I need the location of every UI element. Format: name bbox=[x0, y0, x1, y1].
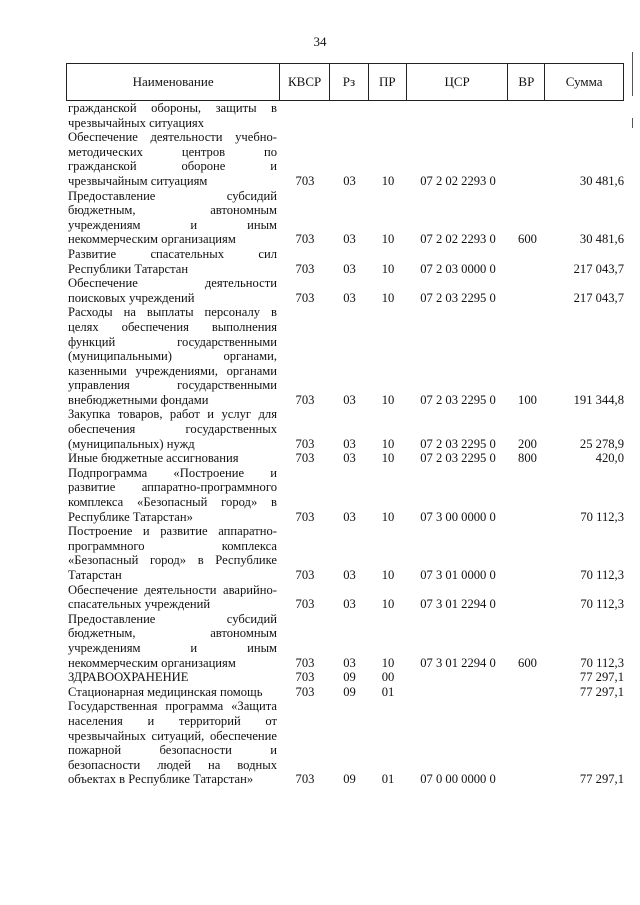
cell-rz: 03 bbox=[343, 597, 356, 612]
cell-name-line: гражданской обороны, защиты в bbox=[68, 101, 277, 115]
cell-name-line: развитие аппаратно-программного bbox=[68, 480, 277, 495]
scan-edge-mark bbox=[632, 52, 633, 96]
cell-name-line: Обеспечение деятельности аварийно- bbox=[68, 582, 277, 597]
cell-vr: 600 bbox=[518, 655, 537, 670]
cell-name-line: Стационарная медицинская помощь bbox=[68, 684, 263, 699]
cell-name-line: функций государственными bbox=[68, 334, 277, 349]
cell-csr: 07 3 01 0000 0 bbox=[420, 568, 496, 582]
cell-name bbox=[68, 524, 280, 582]
cell-kvsr: 703 bbox=[295, 568, 315, 582]
cell-rz: 03 bbox=[343, 509, 356, 524]
cell-pr: 10 bbox=[381, 568, 395, 582]
cell-name bbox=[68, 407, 280, 451]
cell-kvsr: 703 bbox=[295, 772, 315, 787]
cell-name-line: комплекса «Безопасный город» в bbox=[68, 495, 277, 510]
cell-name-line: Закупка товаров, работ и услуг для bbox=[68, 407, 277, 422]
cell-name-line: Республике Татарстан» bbox=[68, 509, 193, 524]
table-row bbox=[68, 685, 624, 700]
cell-name-line: спасательных учреждений bbox=[68, 597, 211, 612]
cell-sum: 70 112,3 bbox=[580, 655, 624, 670]
cell-name-line: чрезвычайных ситуациях bbox=[68, 115, 205, 130]
cell-csr: 07 2 03 0000 0 bbox=[420, 261, 496, 276]
table-row bbox=[68, 305, 624, 407]
table-row bbox=[68, 247, 624, 276]
cell-name-line: гражданской обороне и bbox=[68, 159, 277, 174]
cell-csr: 07 3 00 0000 0 bbox=[420, 509, 496, 524]
scan-edge-mark bbox=[632, 118, 633, 128]
cell-name-line: бюджетным, автономным bbox=[68, 203, 277, 218]
header-kvsr: КВСР bbox=[280, 64, 330, 100]
cell-pr: 10 bbox=[381, 451, 395, 466]
cell-rz: 03 bbox=[343, 261, 356, 276]
cell-kvsr: 703 bbox=[295, 597, 315, 612]
cell-csr: 07 0 00 0000 0 bbox=[420, 772, 496, 787]
cell-csr: 07 3 01 2294 0 bbox=[420, 655, 496, 670]
cell-vr: 800 bbox=[518, 451, 537, 466]
cell-kvsr: 703 bbox=[295, 655, 315, 670]
cell-rz: 03 bbox=[343, 173, 356, 188]
cell-name bbox=[68, 247, 280, 276]
header-vr: ВР bbox=[508, 64, 545, 100]
cell-kvsr: 703 bbox=[295, 451, 315, 466]
cell-sum: 30 481,6 bbox=[579, 232, 624, 247]
cell-name-line: управления государственными bbox=[68, 378, 277, 393]
header-rz: Рз bbox=[330, 64, 369, 100]
cell-name-line: Предоставление субсидий bbox=[68, 611, 277, 626]
header-name: Наименование bbox=[67, 64, 280, 100]
cell-rz: 09 bbox=[343, 684, 356, 699]
cell-kvsr: 703 bbox=[295, 436, 315, 451]
cell-kvsr: 703 bbox=[295, 670, 315, 685]
cell-name bbox=[68, 305, 280, 407]
cell-rz: 03 bbox=[343, 451, 356, 466]
cell-sum: 217 043,7 bbox=[573, 290, 624, 305]
header-pr: ПР bbox=[369, 64, 407, 100]
cell-name-line: Государственная программа «Защита bbox=[68, 699, 277, 714]
cell-name-line: целях обеспечения выполнения bbox=[68, 319, 277, 334]
cell-name-line: Предоставление субсидий bbox=[68, 188, 277, 203]
cell-name-line: Развитие спасательных сил bbox=[68, 246, 277, 261]
cell-sum: 77 297,1 bbox=[579, 670, 624, 685]
cell-rz: 03 bbox=[343, 655, 356, 670]
cell-name bbox=[68, 685, 280, 700]
cell-name-line: безопасности людей на водных bbox=[68, 757, 277, 772]
header-sum: Сумма bbox=[565, 74, 603, 89]
cell-sum: 191 344,8 bbox=[573, 392, 624, 407]
table-body bbox=[68, 101, 624, 787]
cell-name bbox=[68, 612, 280, 670]
table-row bbox=[68, 130, 624, 188]
cell-name bbox=[68, 130, 280, 188]
cell-name-line: «Безопасный город» в Республике bbox=[68, 553, 277, 568]
cell-sum: 217 043,7 bbox=[573, 261, 624, 276]
cell-kvsr: 703 bbox=[295, 684, 315, 699]
cell-name-line: учреждениям и иным bbox=[68, 217, 277, 232]
cell-kvsr: 703 bbox=[295, 232, 315, 247]
cell-pr: 10 bbox=[381, 655, 395, 670]
cell-csr: 07 2 02 2293 0 bbox=[420, 232, 496, 247]
cell-name-line: объектах в Республике Татарстан» bbox=[68, 772, 254, 787]
cell-name-line: чрезвычайным ситуациям bbox=[68, 173, 208, 188]
cell-name bbox=[68, 451, 280, 466]
cell-csr: 07 2 03 2295 0 bbox=[420, 436, 496, 451]
cell-pr: 10 bbox=[381, 392, 395, 407]
cell-csr: 07 2 02 2293 0 bbox=[420, 173, 496, 188]
cell-kvsr: 703 bbox=[295, 261, 315, 276]
cell-name-line: (муниципальных) нужд bbox=[68, 436, 195, 451]
table-row bbox=[68, 407, 624, 451]
table-row bbox=[68, 466, 624, 524]
cell-name-line: программного комплекса bbox=[68, 538, 277, 553]
cell-rz: 09 bbox=[343, 670, 356, 685]
cell-pr: 10 bbox=[381, 173, 395, 188]
cell-name-line: Подпрограмма «Построение и bbox=[68, 465, 277, 480]
cell-name-line: методических центров по bbox=[68, 144, 277, 159]
cell-sum: 77 297,1 bbox=[579, 684, 624, 699]
table-row bbox=[68, 524, 624, 582]
table-header bbox=[66, 63, 624, 101]
cell-rz: 03 bbox=[343, 232, 356, 247]
cell-name-line: (муниципальными) органами, bbox=[68, 349, 277, 364]
cell-name-line: Обеспечение деятельности учебно- bbox=[68, 130, 277, 145]
cell-pr: 01 bbox=[381, 772, 395, 787]
cell-name-line: некоммерческим организациям bbox=[68, 655, 236, 670]
cell-sum: 25 278,9 bbox=[579, 436, 624, 451]
header-csr: ЦСР bbox=[407, 64, 509, 100]
table-row bbox=[68, 699, 624, 787]
cell-csr: 07 2 03 2295 0 bbox=[420, 451, 496, 466]
cell-name-line: внебюджетными фондами bbox=[68, 392, 209, 407]
cell-pr: 01 bbox=[381, 684, 395, 699]
cell-name-line: некоммерческим организациям bbox=[68, 232, 236, 247]
cell-name bbox=[68, 101, 280, 130]
cell-name bbox=[68, 699, 280, 787]
cell-name bbox=[68, 670, 280, 685]
cell-pr: 10 bbox=[381, 509, 395, 524]
cell-vr: 200 bbox=[518, 436, 537, 451]
cell-name-line: населения и территорий от bbox=[68, 713, 277, 728]
cell-name-line: Татарстан bbox=[68, 568, 122, 582]
cell-sum: 70 112,3 bbox=[580, 509, 624, 524]
cell-csr: 07 2 03 2295 0 bbox=[420, 392, 496, 407]
cell-rz: 03 bbox=[343, 436, 356, 451]
cell-name-line: Обеспечение деятельности bbox=[68, 276, 277, 291]
cell-csr: 07 3 01 2294 0 bbox=[420, 597, 496, 612]
cell-name-line: поисковых учреждений bbox=[68, 290, 195, 305]
cell-pr: 10 bbox=[381, 597, 395, 612]
cell-rz: 03 bbox=[343, 392, 356, 407]
cell-name-line: чрезвычайных ситуаций, обеспечение bbox=[68, 728, 277, 743]
cell-name-line: пожарной безопасности и bbox=[68, 743, 277, 758]
cell-rz: 03 bbox=[343, 290, 356, 305]
cell-name bbox=[68, 189, 280, 247]
cell-rz: 09 bbox=[343, 772, 356, 787]
cell-name-line: ЗДРАВООХРАНЕНИЕ bbox=[68, 670, 189, 685]
cell-name-line: обеспечения государственных bbox=[68, 422, 277, 437]
cell-name bbox=[68, 276, 280, 305]
cell-name bbox=[68, 583, 280, 612]
table-row bbox=[68, 451, 624, 466]
cell-sum: 77 297,1 bbox=[579, 772, 624, 787]
cell-name bbox=[68, 466, 280, 524]
table-row bbox=[68, 189, 624, 247]
cell-name-line: Иные бюджетные ассигнования bbox=[68, 451, 239, 466]
cell-name-line: казенными учреждениями, органами bbox=[68, 363, 277, 378]
cell-pr: 00 bbox=[381, 670, 395, 685]
cell-csr: 07 2 03 2295 0 bbox=[420, 290, 496, 305]
table-row bbox=[68, 276, 624, 305]
cell-name-line: бюджетным, автономным bbox=[68, 626, 277, 641]
cell-rz: 03 bbox=[343, 568, 356, 582]
cell-name-line: Расходы на выплаты персоналу в bbox=[68, 305, 277, 320]
table-row bbox=[68, 612, 624, 670]
cell-name-line: Построение и развитие аппаратно- bbox=[68, 524, 277, 539]
page-number: 34 bbox=[313, 34, 327, 49]
table-row bbox=[68, 670, 624, 685]
cell-pr: 10 bbox=[381, 232, 395, 247]
table-row bbox=[68, 583, 624, 612]
cell-pr: 10 bbox=[381, 261, 395, 276]
cell-sum: 70 112,3 bbox=[580, 597, 624, 612]
cell-vr: 100 bbox=[518, 392, 537, 407]
cell-name-line: Республики Татарстан bbox=[68, 261, 189, 276]
cell-sum: 70 112,3 bbox=[580, 568, 624, 582]
cell-sum: 30 481,6 bbox=[579, 173, 624, 188]
cell-sum: 420,0 bbox=[595, 451, 624, 466]
cell-vr: 600 bbox=[518, 232, 537, 247]
cell-kvsr: 703 bbox=[295, 290, 315, 305]
cell-kvsr: 703 bbox=[295, 509, 315, 524]
cell-kvsr: 703 bbox=[295, 173, 315, 188]
cell-kvsr: 703 bbox=[295, 392, 315, 407]
cell-name-line: учреждениям и иным bbox=[68, 640, 277, 655]
cell-pr: 10 bbox=[381, 436, 395, 451]
table-row bbox=[68, 101, 624, 130]
cell-pr: 10 bbox=[381, 290, 395, 305]
